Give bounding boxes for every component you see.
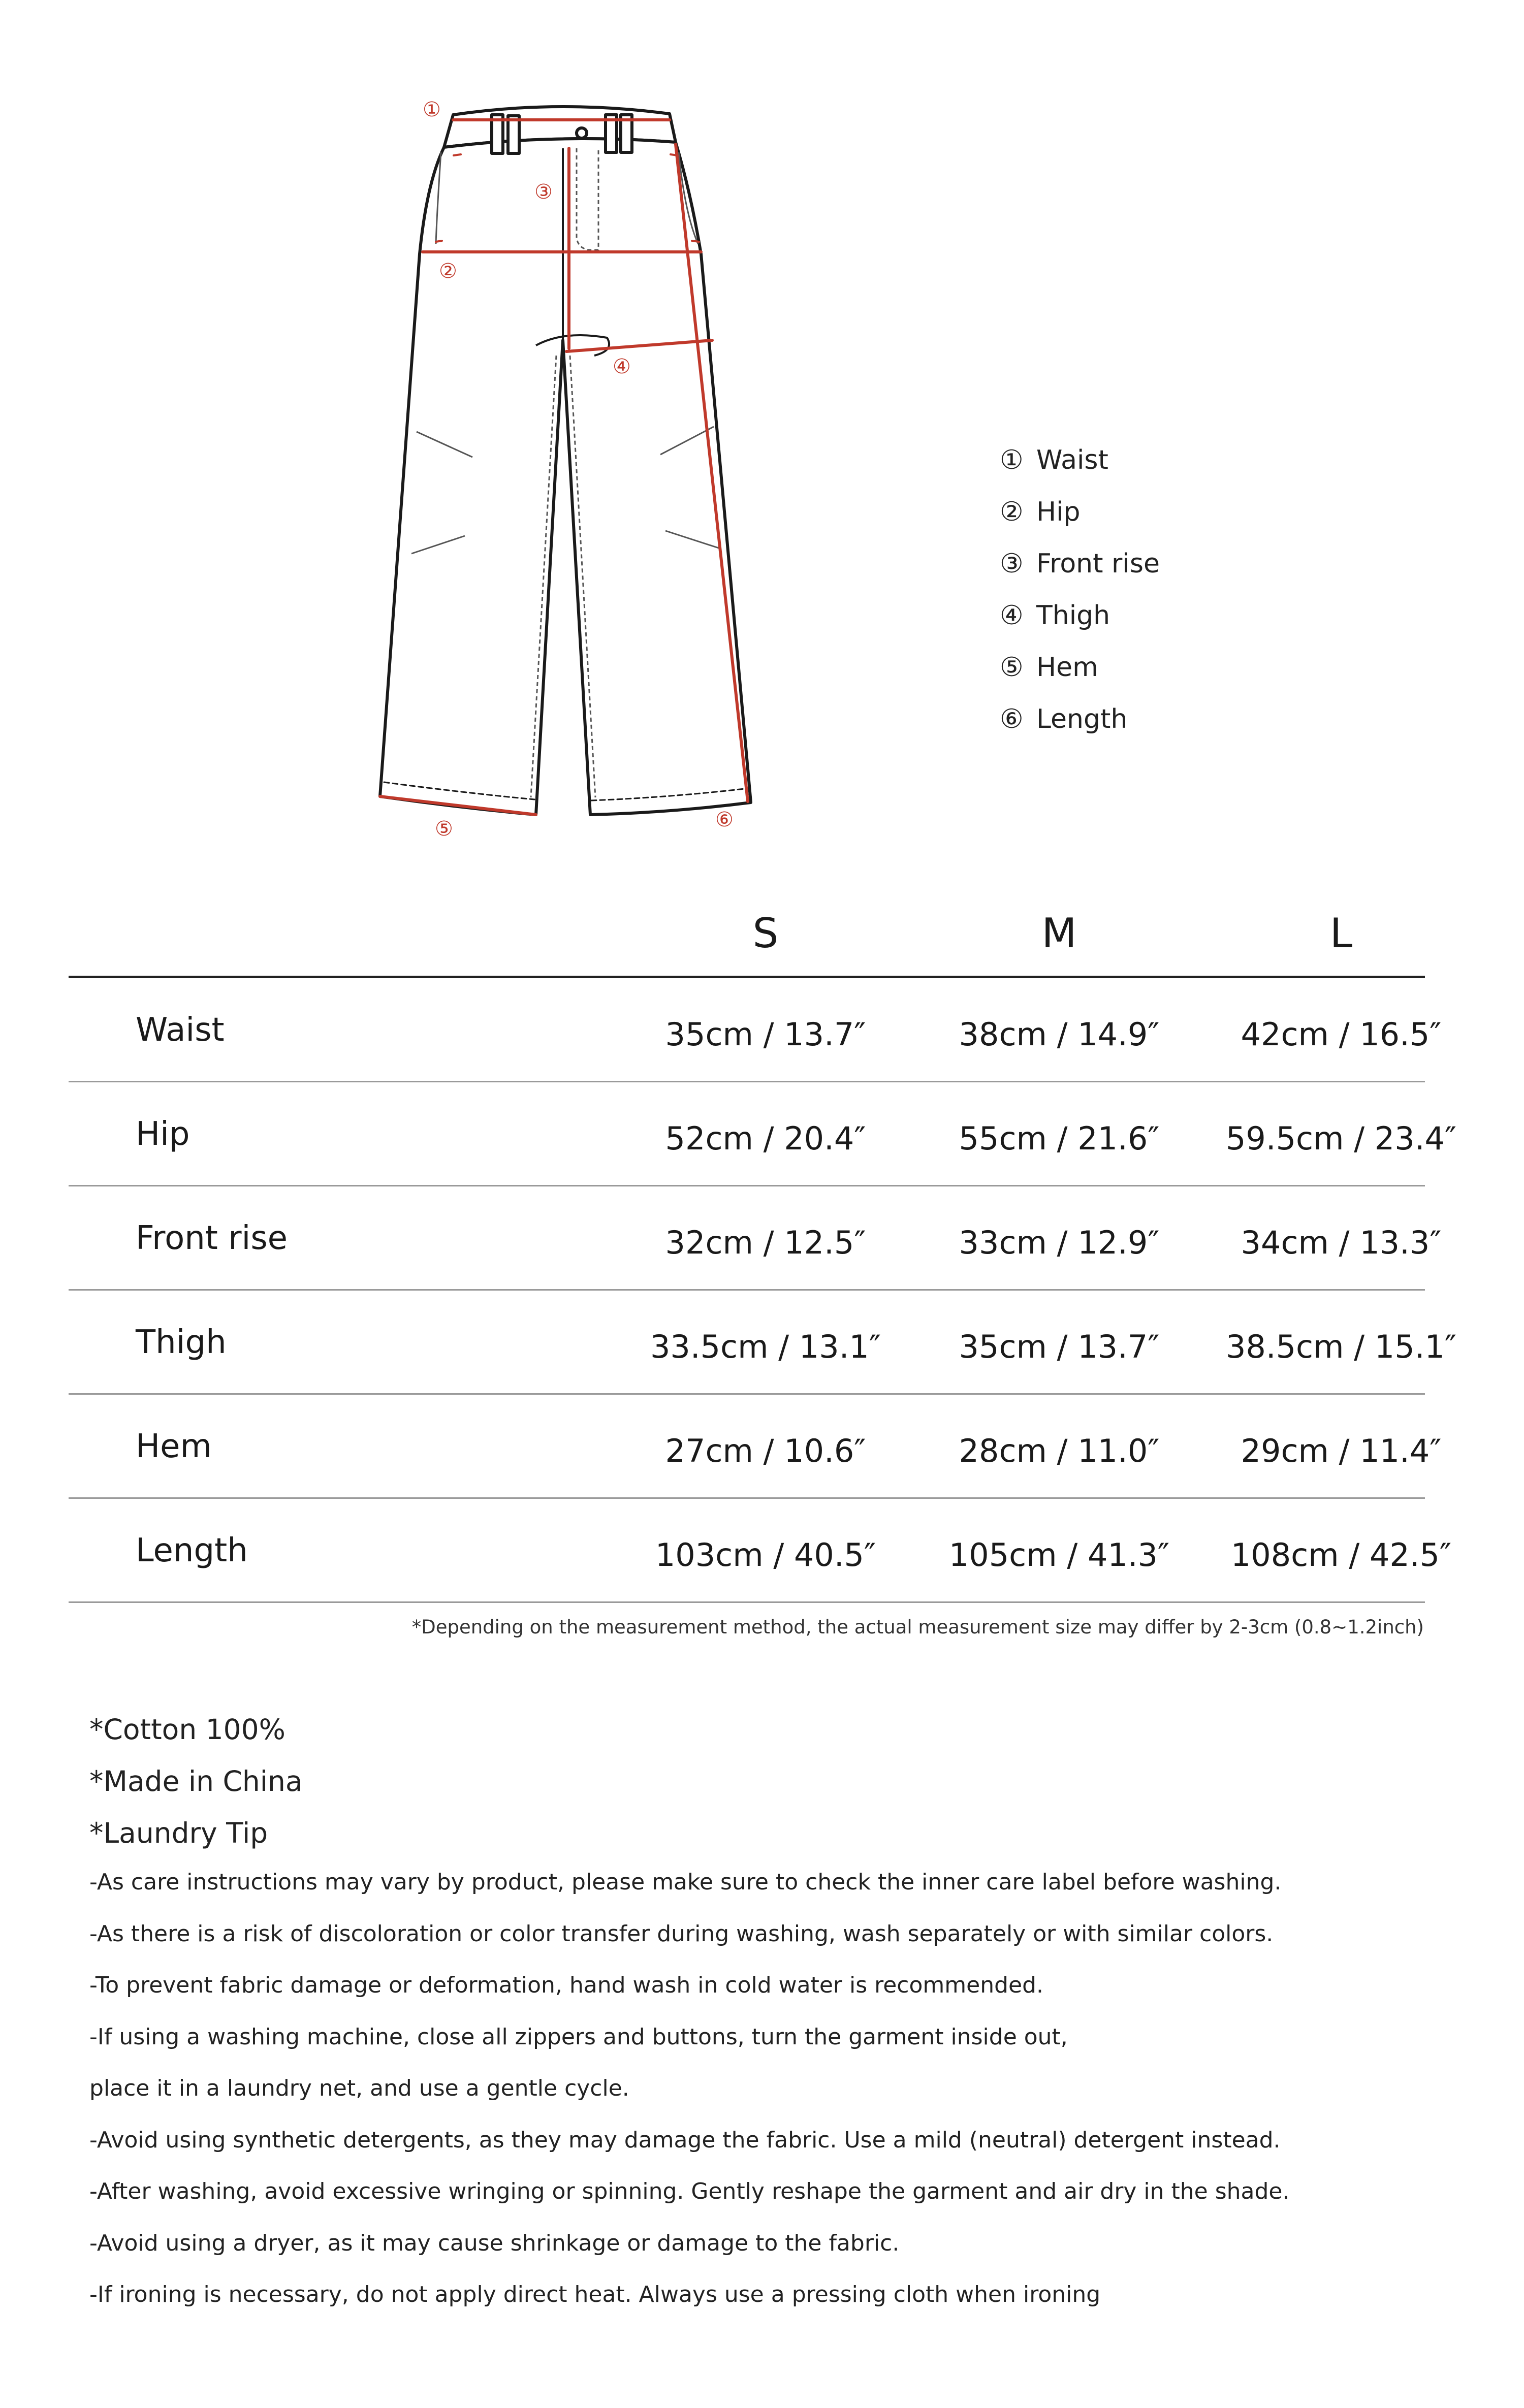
cell-s: 35cm / 13.7″ (665, 1016, 866, 1053)
measurement-legend (1000, 447, 1160, 758)
tick (436, 241, 442, 242)
product-info (89, 1713, 1461, 2335)
laundry-tip: -If using a washing machine, close all zippers and buttons, turn the garment inside out, (89, 2024, 1068, 2050)
legend-item-thigh (1000, 602, 1160, 654)
legend-number: ① (1000, 445, 1024, 475)
laundry-tip: -After washing, avoid excessive wringing or spinning. Gently reshape the garment and air dry in the shade. (89, 2178, 1290, 2204)
cell-m: 33cm / 12.9″ (959, 1224, 1160, 1261)
laundry-tip: -As care instructions may vary by product, please make sure to check the inner care label before washing. (89, 1869, 1282, 1895)
row-label: Front rise (136, 1219, 288, 1257)
cell-l: 59.5cm / 23.4″ (1225, 1120, 1457, 1157)
cell-s: 103cm / 40.5″ (655, 1536, 876, 1574)
legend-number: ⑥ (1000, 704, 1024, 734)
row-label: Length (136, 1532, 248, 1569)
legend-label: Length (1036, 704, 1128, 734)
laundry-tip: -To prevent fabric damage or deformation, hand wash in cold water is recommended. (89, 1972, 1044, 1998)
cell-l: 29cm / 11.4″ (1241, 1432, 1442, 1469)
table-row-hem (69, 1395, 1442, 1499)
cell-l: 42cm / 16.5″ (1241, 1016, 1442, 1053)
legend-label: Hip (1036, 497, 1081, 527)
measurement-note: *Depending on the measurement method, the actual measurement size may differ by 2-3cm (0.8~1.2inch) (411, 1616, 1424, 1638)
row-label: Hem (136, 1428, 212, 1465)
cell-l: 108cm / 42.5″ (1230, 1536, 1452, 1574)
legend-item-waist (1000, 447, 1160, 499)
belt-loop (508, 116, 519, 153)
laundry-tip: -As there is a risk of discoloration or color transfer during washing, wash separately or with similar colors. (89, 1920, 1274, 1947)
row-label: Waist (136, 1011, 225, 1049)
size-table (69, 904, 1457, 1603)
legend-item-hem (1000, 654, 1160, 706)
laundry-tip: -If ironing is necessary, do not apply direct heat. Always use a pressing cloth when ironing (89, 2282, 1101, 2307)
header-size-s: S (752, 910, 779, 957)
cell-m: 38cm / 14.9″ (959, 1016, 1160, 1053)
marker-6: ⑥ (715, 808, 734, 831)
cell-m: 105cm / 41.3″ (948, 1536, 1170, 1574)
laundry-tip: -Avoid using synthetic detergents, as they may damage the fabric. Use a mild (neutral) detergent instead. (89, 2127, 1281, 2153)
legend-number: ② (1000, 497, 1024, 527)
material-text: *Cotton 100% (89, 1713, 285, 1746)
table-row-hip (69, 1082, 1457, 1186)
legend-label: Waist (1036, 445, 1108, 475)
cell-l: 38.5cm / 15.1″ (1225, 1328, 1457, 1365)
tick (454, 154, 461, 155)
cell-s: 52cm / 20.4″ (665, 1120, 866, 1157)
table-row-length (69, 1499, 1452, 1603)
pants-illustration (0, 0, 1524, 863)
table-row-thigh (69, 1291, 1457, 1395)
row-label: Hip (136, 1115, 190, 1153)
legend-label: Thigh (1036, 600, 1110, 631)
table-header (69, 904, 1425, 978)
cell-m: 35cm / 13.7″ (959, 1328, 1160, 1365)
legend-item-length (1000, 706, 1160, 758)
legend-number: ③ (1000, 549, 1024, 579)
marker-4: ④ (613, 355, 631, 378)
marker-2: ② (439, 260, 457, 283)
legend-label: Front rise (1036, 549, 1160, 579)
marker-5: ⑤ (435, 817, 453, 841)
origin-text: *Made in China (89, 1765, 303, 1797)
marker-3: ③ (534, 180, 553, 204)
header-size-l: L (1329, 910, 1353, 957)
tick (671, 154, 678, 155)
marker-1: ① (423, 98, 441, 121)
cell-m: 55cm / 21.6″ (959, 1120, 1160, 1157)
legend-number: ④ (1000, 600, 1024, 631)
cell-l: 34cm / 13.3″ (1241, 1224, 1442, 1261)
legend-number: ⑤ (1000, 652, 1024, 683)
cell-s: 32cm / 12.5″ (665, 1224, 866, 1261)
laundry-title: *Laundry Tip (89, 1817, 268, 1849)
legend-item-hip (1000, 499, 1160, 551)
fly-button (577, 128, 587, 138)
cell-m: 28cm / 11.0″ (959, 1432, 1160, 1469)
legend-item-front-rise (1000, 551, 1160, 602)
header-size-m: M (1041, 910, 1077, 957)
pants-diagram (0, 0, 1524, 863)
legend-label: Hem (1036, 652, 1098, 683)
tick (692, 241, 699, 242)
table-row-front-rise (69, 1186, 1442, 1291)
cell-s: 27cm / 10.6″ (665, 1432, 866, 1469)
table-row-waist (69, 978, 1442, 1082)
row-label: Thigh (136, 1324, 227, 1361)
laundry-tip: -Avoid using a dryer, as it may cause shrinkage or damage to the fabric. (89, 2230, 900, 2256)
laundry-tip: place it in a laundry net, and use a gentle cycle. (89, 2075, 629, 2101)
cell-s: 33.5cm / 13.1″ (650, 1328, 881, 1365)
